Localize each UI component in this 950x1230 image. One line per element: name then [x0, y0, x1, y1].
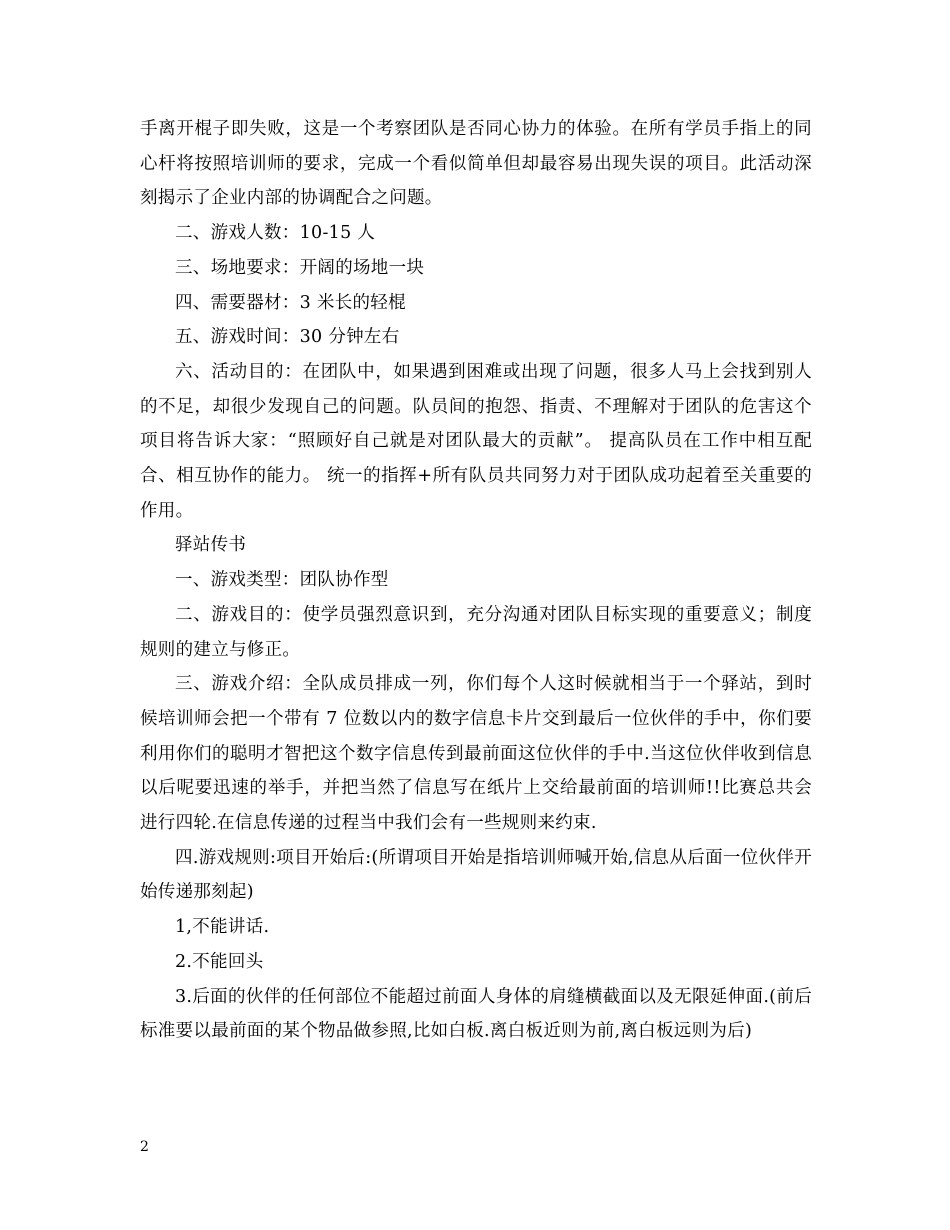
page-number: 2: [140, 1139, 149, 1155]
paragraph-venue: 三、场地要求：开阔的场地一块: [175, 257, 425, 278]
paragraph-equipment: 四、需要器材：3 米长的轻棍: [175, 292, 406, 313]
rule-item-2: 2.不能回头: [175, 951, 264, 972]
rule-item-1: 1,不能讲话.: [175, 917, 270, 938]
paragraph-game-rules: 四.游戏规则:项目开始后:(所谓项目开始是指培训师喊开始,信息从后面一位伙伴开始传递那刻起): [140, 847, 812, 903]
paragraph-game-intro: 三、游戏介绍：全队成员排成一列，你们每个人这时候就相当于一个驿站，到时候培训师会把一个带有 7 位数以内的数字信息卡片交到最后一位伙伴的手中，你们要利用你们的聪明才智把这个数字信息传到最前面这位伙伴的手中.当这位伙伴收到信息以后呢要迅速的举手，并把当然了信息写在纸片上交给最前面的培训师!!比赛总共会进行四轮.在信息传递的过程当中我们会有一些规则来约束.: [140, 674, 812, 834]
section-heading-relay: 驿站传书: [175, 535, 247, 556]
paragraph-intro-continuation: 手离开棍子即失败，这是一个考察团队是否同心协力的体验。在所有学员手指上的同心杆将按照培训师的要求，完成一个看似简单但却最容易出现失误的项目。此活动深刻揭示了企业内部的协调配合之问题。: [140, 119, 812, 209]
document-body: [140, 112, 812, 1049]
paragraph-activity-purpose: 六、活动目的：在团队中，如果遇到困难或出现了问题，很多人马上会找到别人的不足，却很少发现自己的问题。队员间的抱怨、指责、不理解对于团队的危害这个项目将告诉大家：“照顾好自己就是对团队最大的贡献”。 提高队员在工作中相互配合、相互协作的能力。 统一的指挥+所有队员共同努力对于团队成功起着至关重要的作用。: [140, 361, 812, 521]
paragraph-game-type: 一、游戏类型：团队协作型: [175, 570, 389, 591]
paragraph-player-count: 二、游戏人数：10-15 人: [175, 223, 376, 244]
rule-item-3: 3.后面的伙伴的任何部位不能超过前面人身体的肩缝横截面以及无限延伸面.(前后标准要以最前面的某个物品做参照,比如白板.离白板近则为前,离白板远则为后): [140, 986, 812, 1042]
paragraph-duration: 五、游戏时间：30 分钟左右: [175, 327, 400, 348]
paragraph-game-purpose: 二、游戏目的：使学员强烈意识到，充分沟通对团队目标实现的重要意义；制度规则的建立与修正。: [140, 604, 812, 660]
